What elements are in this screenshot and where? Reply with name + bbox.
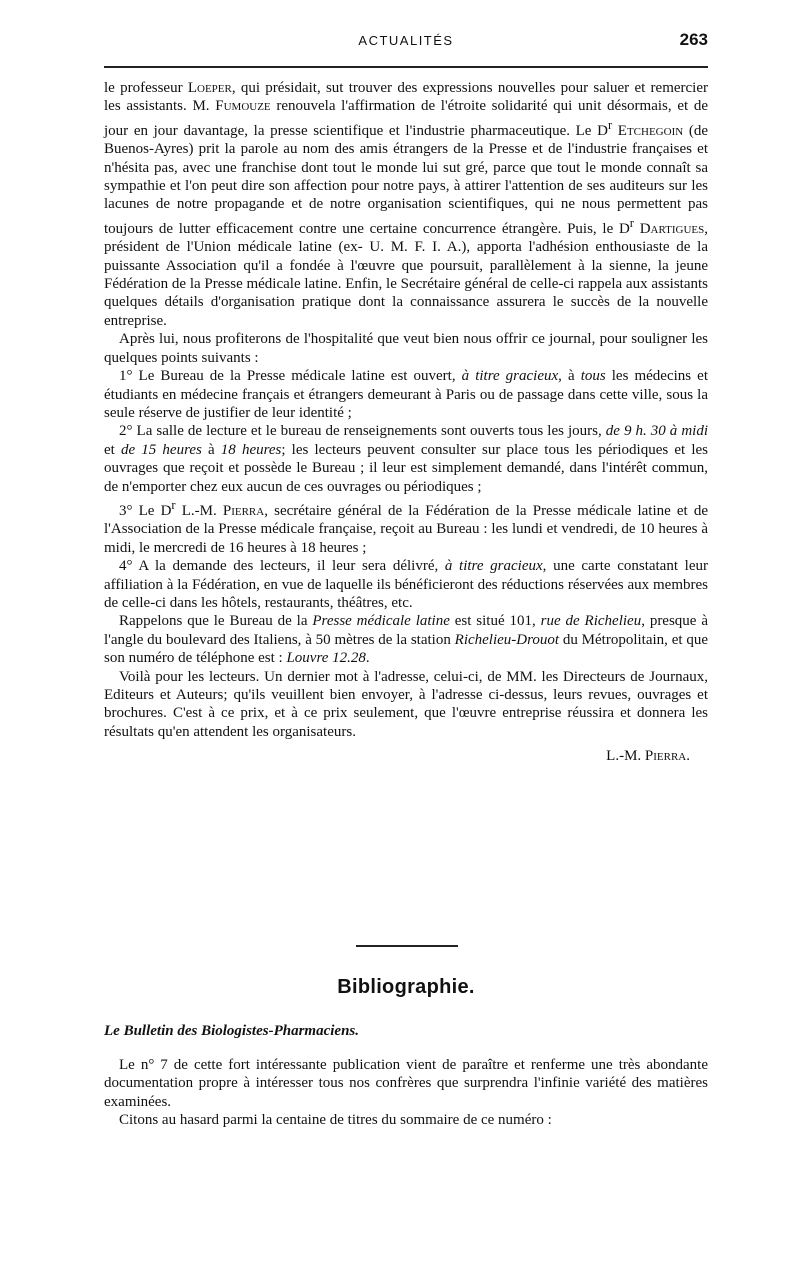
list-item-3: 3° Le $D^r$ L.-M. Pierra, secrétaire général de la Fédération de la Presse médicale latine et de l'Association de la Presse médicale française, reçoit au Bureau : les lundi et vendredi, de 10 heures à midi, le mercredi de 16 heures à 18 heures ; — [104, 497, 709, 556]
section-divider — [356, 945, 458, 947]
header-rule — [104, 66, 708, 68]
signature: L.-M. Pierra. — [606, 748, 690, 765]
bibliography-body — [104, 1022, 708, 1130]
section-title: Bibliographie. — [337, 976, 475, 998]
list-item-4: 4° A la demande des lecteurs, il leur sera délivré, à titre gracieux, une carte constatant leur affiliation à la Fédération, en vue de laquelle ils bénéficieront des réductions réservées aux membres de celle-ci dans les hôtels, restaurants, théâtres, etc. — [104, 558, 708, 611]
name-etchegoin: Etchegoin — [617, 122, 684, 139]
article-body — [104, 79, 708, 766]
article-paragraph-4: Voilà pour les lecteurs. Un dernier mot à l'adresse, celui-ci, de MM. les Directeurs de Journaux, Editeurs et Auteurs; qu'ils veuillent bien envoyer, à l'adresse ci-dessus, leurs revues, ouvrages et brochures. C'est à ce prix, et à ce prix seulement, que l'œuvre entreprise réussira et donnera les résultats qu'en attendent les organisateurs. — [104, 668, 708, 740]
name-fumouze: Fumouze — [215, 98, 271, 115]
article-paragraph-2: Après lui, nous profiterons de l'hospitalité que veut bien nous offrir ce journal, pour souligner les quelques points suivants : — [104, 331, 708, 366]
list-item-2: 2° La salle de lecture et le bureau de renseignements sont ouverts tous les jours, de 9 h. 30 à midi et de 15 heures à 18 heures; les lecteurs peuvent consulter sur place tous les périodiques et les ouvrages que reçoit et possède le Bureau ; il leur est simplement demandé, dans l'intérêt commun, de n'emporter chez eux aucun de ces ouvrages ou périodiques ; — [104, 423, 708, 495]
running-title: ACTUALITÉS — [358, 33, 454, 48]
article-paragraph-3: Rappelons que le Bureau de la Presse médicale latine est situé 101, rue de Richelieu, presque à l'angle du boulevard des Italiens, à 50 mètres de la station Richelieu-Drouot du Métropolitain, et que son numéro de téléphone est : Louvre 12.28. — [104, 613, 708, 667]
name-loeper: Loeper — [187, 80, 232, 96]
bibliography-paragraph-1: Le n° 7 de cette fort intéressante publication vient de paraître et renferme une très abondante documentation propre à intéresser tous nos confrères que surprendra l'infinie variété des matières examinées. — [104, 1056, 708, 1110]
journal-title: Le Bulletin des Biologistes-Pharmaciens. — [104, 1023, 360, 1039]
page-number: 263 — [679, 30, 708, 49]
list-item-1: 1° Le Bureau de la Presse médicale latine est ouvert, à titre gracieux, à tous les médecins et étudiants en médecine français et étrangers demeurant à Paris ou de passage dans cette ville, sous la seule réserve de justifier de leur identité ; — [104, 368, 708, 421]
name-dartigues: Dartigues — [639, 220, 705, 237]
article-paragraph-1: le professeur Loeper, qui présidait, sut trouver des expressions nouvelles pour saluer et remercier les assistants. M. Fumouze renouvela l'affirmation de l'étroite solidarité qui unit désormais, et de jour en jour davantage, la presse scientifique et l'industrie pharmaceutique. Le $D^r$ Etchegoin (de Buenos-Ayres) prit la parole au nom des amis étrangers de la Presse et de l'industrie françaises et n'hésita pas, avec une franchise dont tout le monde lui sut gré, parce que tout le monde connaît sa sympathie et l'on peut dire son affection pour notre pays, à attirer l'attention de ses auditeurs sur les lacunes de notre propagande et de notre organisation scientifiques, qui ne nous permettent pas toujours de lutter efficacement contre une certaine concurrence étrangère. Puis, le $D^r$ Dartigues, président de l'Union médicale latine (ex- U. M. F. I. A.), apporta l'adhésion enthousiaste de la puissante Association qu'il a fondée à l'œuvre que poursuit, parallèlement à la sienne, la jeune Fédération de la Presse médicale latine. Enfin, le Secrétaire général de celle-ci rappela aux assistants quelques détails d'organisation pratique dont la connaissance assurera le succès de la nouvelle entreprise. — [104, 80, 709, 329]
running-head — [104, 30, 708, 56]
bibliography-paragraph-2: Citons au hasard parmi la centaine de titres du sommaire de ce numéro : — [119, 1112, 552, 1129]
name-pierra: L.-M. Pierra — [181, 502, 265, 519]
